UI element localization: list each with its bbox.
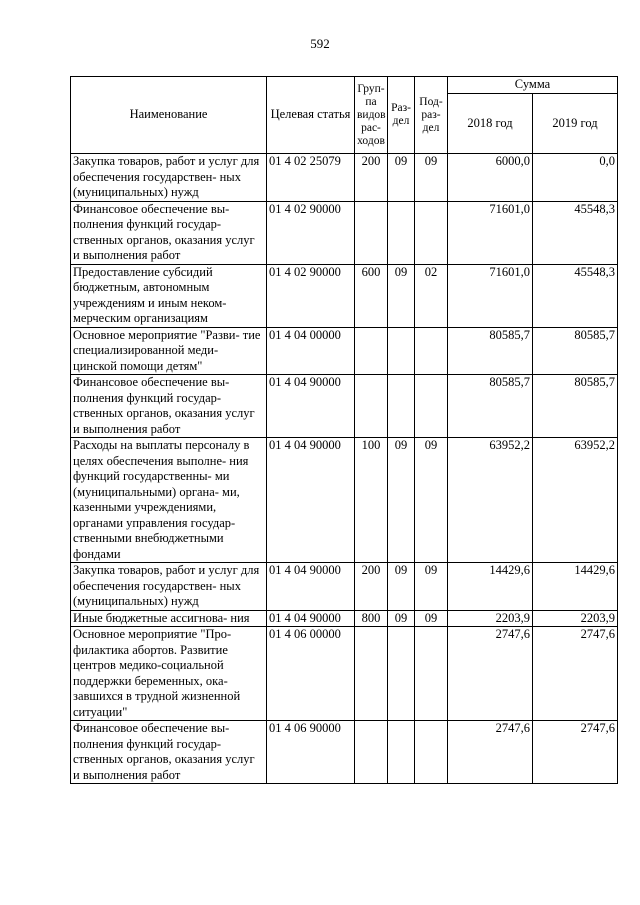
row-target-article: 01 4 06 00000 bbox=[267, 627, 355, 721]
row-target-article: 01 4 04 90000 bbox=[267, 375, 355, 438]
row-sum-2019: 80585,7 bbox=[533, 327, 618, 375]
row-name: Расходы на выплаты персоналу в целях обеспечения выполне- ния функций государственны- ми (муниципальными) органа- ми, казенными учреждениями, органами управления государ- ственными внебюджетными фондами bbox=[71, 438, 267, 563]
row-target-article: 01 4 04 90000 bbox=[267, 610, 355, 627]
row-section bbox=[388, 375, 415, 438]
row-sum-2019: 45548,3 bbox=[533, 264, 618, 327]
row-expense-group bbox=[355, 201, 388, 264]
row-sum-2019: 2203,9 bbox=[533, 610, 618, 627]
row-name: Финансовое обеспечение вы- полнения функций государ- ственных органов, оказания услуг и выполнения работ bbox=[71, 375, 267, 438]
row-section: 09 bbox=[388, 610, 415, 627]
row-section bbox=[388, 627, 415, 721]
row-sum-2018: 80585,7 bbox=[448, 327, 533, 375]
row-section: 09 bbox=[388, 438, 415, 563]
row-expense-group: 200 bbox=[355, 154, 388, 202]
row-subsection: 09 bbox=[415, 610, 448, 627]
row-section: 09 bbox=[388, 563, 415, 611]
table-row bbox=[71, 563, 618, 611]
table-row bbox=[71, 264, 618, 327]
row-section bbox=[388, 721, 415, 784]
row-sum-2018: 2203,9 bbox=[448, 610, 533, 627]
table-row bbox=[71, 375, 618, 438]
row-sum-2019: 14429,6 bbox=[533, 563, 618, 611]
row-sum-2019: 2747,6 bbox=[533, 627, 618, 721]
row-sum-2018: 2747,6 bbox=[448, 627, 533, 721]
row-target-article: 01 4 02 90000 bbox=[267, 264, 355, 327]
header-year-2019: 2019 год bbox=[533, 93, 618, 154]
table-row bbox=[71, 627, 618, 721]
row-name: Закупка товаров, работ и услуг для обеспечения государствен- ных (муниципальных) нужд bbox=[71, 563, 267, 611]
row-sum-2018: 2747,6 bbox=[448, 721, 533, 784]
row-subsection bbox=[415, 721, 448, 784]
header-year-2018: 2018 год bbox=[448, 93, 533, 154]
row-sum-2019: 0,0 bbox=[533, 154, 618, 202]
row-target-article: 01 4 04 00000 bbox=[267, 327, 355, 375]
row-target-article: 01 4 04 90000 bbox=[267, 438, 355, 563]
page-number: 592 bbox=[310, 36, 330, 51]
table-body bbox=[71, 154, 618, 784]
row-sum-2018: 71601,0 bbox=[448, 264, 533, 327]
row-expense-group bbox=[355, 375, 388, 438]
row-sum-2019: 63952,2 bbox=[533, 438, 618, 563]
row-name: Предоставление субсидий бюджетным, автономным учреждениям и иным неком- мерческим организациям bbox=[71, 264, 267, 327]
row-sum-2018: 63952,2 bbox=[448, 438, 533, 563]
header-target-article: Целевая статья bbox=[267, 77, 355, 154]
row-target-article: 01 4 02 90000 bbox=[267, 201, 355, 264]
header-name: Наименование bbox=[71, 77, 267, 154]
row-name: Финансовое обеспечение вы- полнения функций государ- ственных органов, оказания услуг и выполнения работ bbox=[71, 721, 267, 784]
row-name: Иные бюджетные ассигнова- ния bbox=[71, 610, 267, 627]
row-expense-group: 200 bbox=[355, 563, 388, 611]
row-sum-2018: 14429,6 bbox=[448, 563, 533, 611]
row-subsection: 09 bbox=[415, 438, 448, 563]
row-sum-2019: 80585,7 bbox=[533, 375, 618, 438]
row-subsection bbox=[415, 627, 448, 721]
table-row bbox=[71, 721, 618, 784]
row-expense-group bbox=[355, 327, 388, 375]
row-target-article: 01 4 02 25079 bbox=[267, 154, 355, 202]
row-section: 09 bbox=[388, 154, 415, 202]
header-subsection: Под- раз- дел bbox=[415, 77, 448, 154]
row-subsection bbox=[415, 201, 448, 264]
row-name: Финансовое обеспечение вы- полнения функций государ- ственных органов, оказания услуг и выполнения работ bbox=[71, 201, 267, 264]
table-row bbox=[71, 201, 618, 264]
row-sum-2018: 80585,7 bbox=[448, 375, 533, 438]
row-expense-group: 800 bbox=[355, 610, 388, 627]
row-subsection: 02 bbox=[415, 264, 448, 327]
row-section bbox=[388, 327, 415, 375]
row-subsection: 09 bbox=[415, 563, 448, 611]
row-subsection bbox=[415, 327, 448, 375]
table-row bbox=[71, 610, 618, 627]
row-name: Основное мероприятие "Разви- тие специализированной меди- цинской помощи детям" bbox=[71, 327, 267, 375]
budget-table bbox=[70, 76, 618, 784]
row-subsection: 09 bbox=[415, 154, 448, 202]
row-expense-group bbox=[355, 721, 388, 784]
row-sum-2018: 71601,0 bbox=[448, 201, 533, 264]
header-section: Раз- дел bbox=[388, 77, 415, 154]
row-sum-2018: 6000,0 bbox=[448, 154, 533, 202]
row-subsection bbox=[415, 375, 448, 438]
row-expense-group: 100 bbox=[355, 438, 388, 563]
row-sum-2019: 2747,6 bbox=[533, 721, 618, 784]
header-expense-group: Груп- па видов рас- ходов bbox=[355, 77, 388, 154]
row-section: 09 bbox=[388, 264, 415, 327]
table-row bbox=[71, 327, 618, 375]
row-expense-group bbox=[355, 627, 388, 721]
row-name: Закупка товаров, работ и услуг для обеспечения государствен- ных (муниципальных) нужд bbox=[71, 154, 267, 202]
table-row bbox=[71, 438, 618, 563]
row-target-article: 01 4 06 90000 bbox=[267, 721, 355, 784]
table-row bbox=[71, 154, 618, 202]
row-name: Основное мероприятие "Про- филактика абортов. Развитие центров медико-социальной поддержки беременных, ока- завшихся в трудной жизненной ситуации" bbox=[71, 627, 267, 721]
row-target-article: 01 4 04 90000 bbox=[267, 563, 355, 611]
header-sum: Сумма bbox=[448, 77, 618, 94]
row-sum-2019: 45548,3 bbox=[533, 201, 618, 264]
row-section bbox=[388, 201, 415, 264]
row-expense-group: 600 bbox=[355, 264, 388, 327]
